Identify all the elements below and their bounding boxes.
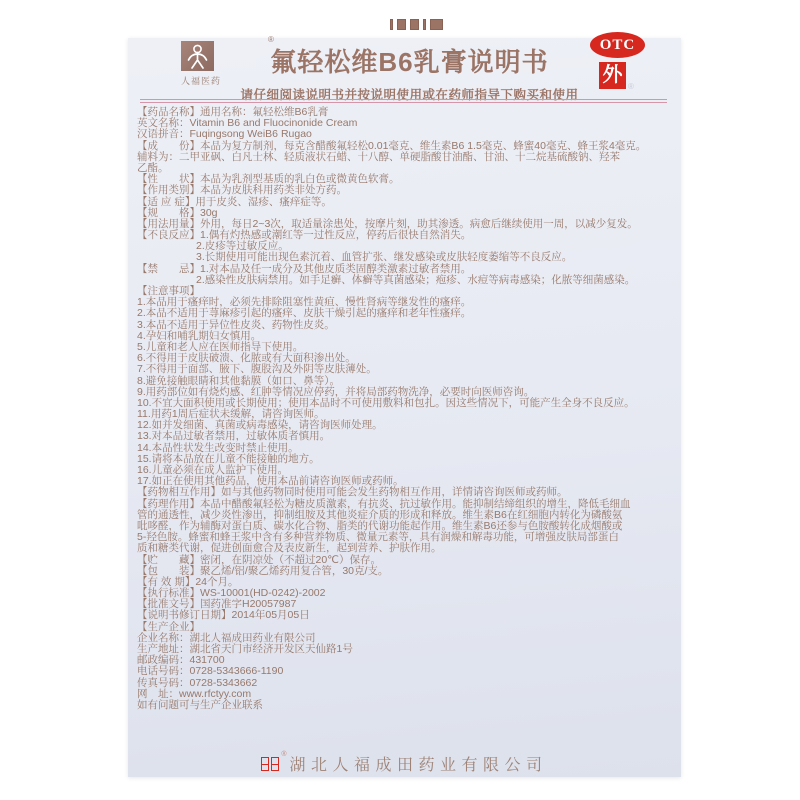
text-line: 企业名称：湖北人福成田药业有限公司 <box>137 631 316 644</box>
text-line: 质和糖类代谢，促进创面愈合及表皮新生，起到营养、护肤作用。 <box>137 542 442 555</box>
text-line: 网 址：www.rfctyy.com <box>137 687 252 700</box>
text-line: 【作用类别】本品为皮肤科用药类非处方药。 <box>137 184 347 197</box>
print-marks-icon <box>390 19 443 30</box>
footer <box>128 752 681 776</box>
text-line: 【药物相互作用】如与其他药物同时使用可能会发生药物相互作用，详情请咨询医师或药师。 <box>137 486 568 499</box>
text-line: 【说明书修订日期】2014年05月05日 <box>137 609 310 622</box>
text-line: 【贮 藏】密闭，在阴凉处（不超过20℃）保存。 <box>137 553 381 566</box>
text-line: 英文名称：Vitamin B6 and Fluocinonide Cream <box>137 117 358 130</box>
body-lines <box>137 107 675 711</box>
footer-company-name: 湖北人福成田药业有限公司 <box>289 757 548 774</box>
text-line: 【批准文号】国药准字H20057987 <box>137 598 297 611</box>
registered-mark: ® <box>628 82 634 91</box>
divider-line <box>140 99 667 100</box>
text-line: 【注意事项】 <box>137 285 200 297</box>
divider-line <box>140 102 667 103</box>
text-line: 3.长期使用可能出现色素沉着、血管扩张、继发感染或皮肤轻度萎缩等不良反应。 <box>196 251 573 264</box>
text-line: 【包 装】聚乙烯/铝/聚乙烯药用复合管，30克/支。 <box>137 564 389 577</box>
text-line: 【用法用量】外用，每日2~3次，取适量涂患处，按摩片刻，助其渗透。病愈后继续使用一周，以减少复发。 <box>137 217 638 230</box>
text-line: 2.皮疹等过敏反应。 <box>196 240 289 253</box>
text-line: 9.用药部位如有烧灼感、红肿等情况应停药，并将局部药物洗净，必要时向医师咨询。 <box>137 385 535 398</box>
print-mark-icon <box>423 19 426 30</box>
text-line: 4.孕妇和哺乳期妇女慎用。 <box>137 329 262 342</box>
registered-mark: ® <box>281 750 287 758</box>
text-line: 5.儿童和老人应在医师指导下使用。 <box>137 340 304 353</box>
header-block <box>198 42 621 103</box>
text-line: 【禁 忌】1.对本品及任一成分及其他皮质类固醇类激素过敏者禁用。 <box>137 262 472 275</box>
text-line: 5-羟色胺。蜂蜜和蜂王浆中含有多种营养物质、微量元素等，具有润燥和解毒功能，可增强皮肤局部蛋白 <box>137 531 619 544</box>
text-line: 【适 应 症】用于皮炎、湿疹、瘙痒症等。 <box>137 195 332 208</box>
text-line: 2.本品不适用于荨麻疹引起的瘙痒、皮肤干燥引起的瘙痒和老年性瘙痒。 <box>137 307 472 320</box>
text-line: 【规 格】30g <box>137 206 218 219</box>
print-mark-icon <box>390 19 393 30</box>
text-line: 如有问题可与生产企业联系 <box>137 698 263 711</box>
text-line: 14.本品性状发生改变时禁止使用。 <box>137 441 299 454</box>
print-mark-icon <box>430 19 443 30</box>
print-mark-icon <box>410 19 419 30</box>
text-line: 电话号码：0728-5343666-1190 <box>137 665 284 678</box>
text-line: 邮政编码：431700 <box>137 654 225 667</box>
text-line: 7.不得用于面部、腋下、腹股沟及外阴等皮肤薄处。 <box>137 363 377 376</box>
text-line: 6.不得用于皮肤破溃、化脓或有大面积渗出处。 <box>137 352 356 365</box>
text-line: 乙酯。 <box>137 161 169 174</box>
leaflet-page <box>128 35 681 777</box>
registered-mark: ® <box>268 35 274 44</box>
text-line: 【药品名称】通用名称：氟轻松维B6乳膏 <box>137 106 329 118</box>
text-line: 13.对本品过敏者禁用，过敏体质者慎用。 <box>137 430 331 443</box>
text-line: 【有 效 期】24个月。 <box>137 575 239 588</box>
text-line: 3.本品不适用于异位性皮炎、药物性皮炎。 <box>137 318 335 331</box>
text-line: 管的通透性，减少炎性渗出，抑制组胺及其他炎症介质的形成和释放。维生素B6在红细胞内转化为磷酸氨 <box>137 508 623 521</box>
page-title: 氟轻松维B6乳膏说明书 <box>270 47 549 77</box>
text-line: 【成 份】本品为复方制剂，每克含醋酸氟轻松0.01毫克、维生素B6 1.5毫克、蜂蜜40毫克、蜂王浆4毫克。 <box>137 139 647 152</box>
text-line: 【性 状】本品为乳剂型基质的乳白色或微黄色软膏。 <box>137 173 400 186</box>
text-line: 1.本品用于瘙痒时，必须先排除阻塞性黄疸、慢性肾病等继发性的瘙痒。 <box>137 296 472 309</box>
text-line: 11.用药1周后症状未缓解，请咨询医师。 <box>137 408 325 421</box>
text-line: 辅料为：二甲亚砜、白凡士林、轻质液状石蜡、十八醇、单硬脂酸甘油酯、甘油、十二烷基硫酸钠、羟苯 <box>137 150 620 163</box>
text-line: 16.儿童必须在成人监护下使用。 <box>137 464 289 476</box>
brand-name: 人福医药 <box>181 76 222 86</box>
chengtian-logo-icon <box>261 750 287 771</box>
text-line: 15.请将本品放在儿童不能接触的地方。 <box>137 452 320 465</box>
external-use-badge: 外 <box>599 62 626 89</box>
text-line: 传真号码：0728-5343662 <box>137 676 258 689</box>
text-line: 10.不宜大面积使用或长期使用；使用本品时不可使用敷料和包扎。因这些情况下，可能产生全身不良反应。 <box>137 396 635 409</box>
text-line: 8.避免接触眼睛和其他黏膜（如口、鼻等）。 <box>137 374 341 387</box>
text-line: 【执行标准】WS-10001(HD-0242)-2002 <box>137 587 326 600</box>
text-line: 汉语拼音：Fuqingsong WeiB6 Rugao <box>137 128 312 141</box>
text-line: 【不良反应】1.偶有灼热感或潮红等一过性反应，停药后很快自然消失。 <box>137 229 472 242</box>
otc-badge: OTC <box>590 32 645 58</box>
usage-notice: 请仔细阅读说明书并按说明使用或在药师指导下购买和使用 <box>240 88 579 102</box>
text-line: 吡哆醛，作为辅酶对蛋白质、碳水化合物、脂类的代谢功能起作用。维生素B6还参与色胺酸转化成烟酸或 <box>137 519 623 532</box>
text-line: 生产地址：湖北省天门市经济开发区天仙路1号 <box>137 643 353 655</box>
text-line: 【生产企业】 <box>137 620 200 633</box>
text-line: 12.如并发细菌、真菌或病毒感染，请咨询医师处理。 <box>137 419 383 432</box>
text-line: 2.感染性皮肤病禁用。如手足癣、体癣等真菌感染；疱疹、水痘等病毒感染；化脓等细菌感染。 <box>196 273 636 286</box>
text-line: 17.如正在使用其他药品，使用本品前请咨询医师或药师。 <box>137 475 404 488</box>
print-mark-icon <box>397 19 406 30</box>
text-line: 【药理作用】本品中醋酸氟轻松为糖皮质激素，有抗炎、抗过敏作用。能抑制结缔组织的增生，降低毛细血 <box>137 497 631 510</box>
